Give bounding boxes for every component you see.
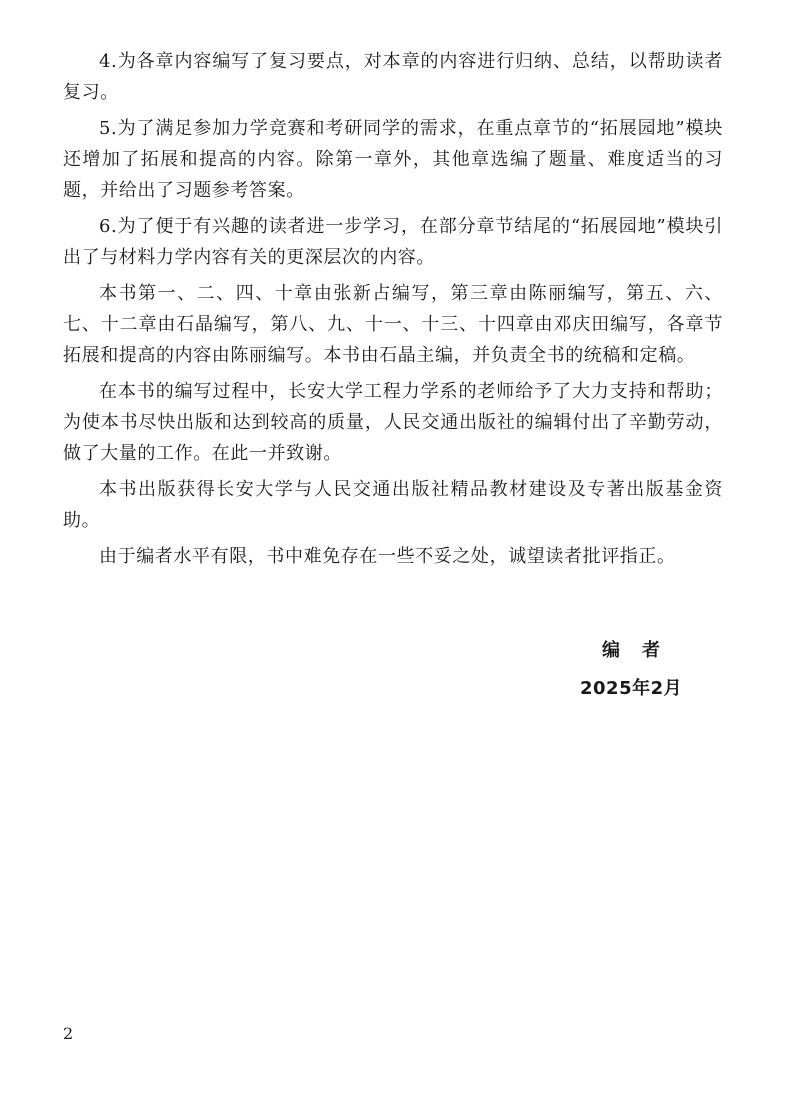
preface-body <box>63 46 723 577</box>
paragraph-funding: 本书出版获得长安大学与人民交通出版社精品教材建设及专著出版基金资助。 <box>63 479 723 531</box>
page-number: 2 <box>63 1024 74 1043</box>
signature-date: 2025年2月 <box>580 678 683 699</box>
paragraph-extension-content: 5.为了满足参加力学竞赛和考研同学的需求，在重点章节的“拓展园地”模块还增加了拓展和提高的内容。除第一章外，其他章选编了题量、难度适当的习题，并给出了习题参考答案。 <box>63 118 723 201</box>
paragraph-acknowledgements: 在本书的编写过程中，长安大学工程力学系的老师给予了大力支持和帮助；为使本书尽快出版和达到较高的质量，人民交通出版社的编辑付出了辛勤劳动，做了大量的工作。在此一并致谢。 <box>63 381 723 464</box>
paragraph-authors: 本书第一、二、四、十章由张新占编写，第三章由陈丽编写，第五、六、七、十二章由石晶编写，第八、九、十一、十三、十四章由邓庆田编写，各章节拓展和提高的内容由陈丽编写。本书由石晶主编，并负责全书的统稿和定稿。 <box>63 283 723 366</box>
signature-author: 编者 <box>602 640 682 661</box>
paragraph-review-points: 4.为各章内容编写了复习要点，对本章的内容进行归纳、总结，以帮助读者复习。 <box>63 51 723 103</box>
paragraph-further-study: 6.为了便于有兴趣的读者进一步学习，在部分章节结尾的“拓展园地”模块引出了与材料力学内容有关的更深层次的内容。 <box>63 216 723 268</box>
paragraph-corrections: 由于编者水平有限，书中难免存在一些不妥之处，诚望读者批评指正。 <box>99 546 676 567</box>
